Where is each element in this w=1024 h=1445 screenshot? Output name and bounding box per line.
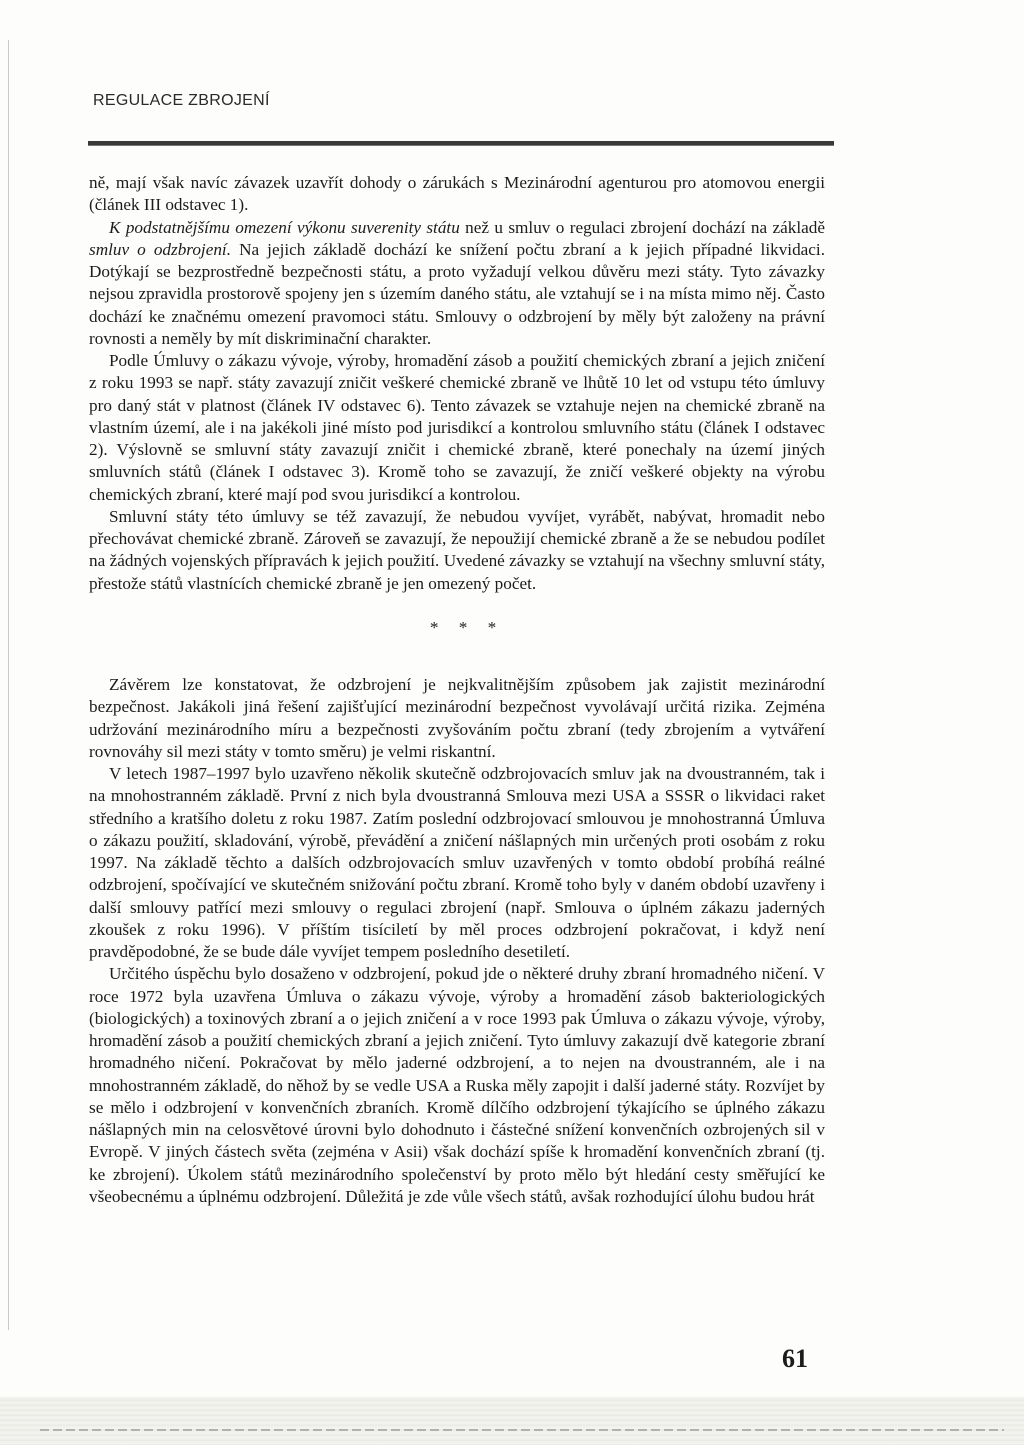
section-separator: * * * [429, 617, 505, 637]
paragraph-treaties-1987-1997: V letech 1987–1997 bylo uzavřeno několik skutečně odzbrojovacích smluv jak na dvoustranném, tak i na mnohostranném základě. První z nich byla dvoustranná Smlouva mezi USA a SSSR o likvidaci raket středního a kratšího doletu z roku 1987. Zatím poslední odzbrojovací smlouvou je mnohostranná Úmluva o zákazu použití, skladování, výrobě, převádění a zničení nášlapných min určených proti osobám z roku 1997. Na základě těchto a dalších odzbrojovacích smluv uzavřených v tomto období probíhá reálné odzbrojení, spočívající ve skutečném snižování počtu zbraní. Kromě toho byly v daném období uzavřeny i další smlouvy patřící mezi smlouvy o regulaci zbrojení (např. Smlouva o úplném zákazu jaderných zkoušek z roku 1996). V příštím tisíciletí by měl proces odzbrojení pokračovat, i když není pravděpodobné, že se bude dále vyvíjet tempem posledního desetiletí. [89, 764, 825, 961]
paragraph-text: Na jejich základě dochází ke snížení počtu zbraní a k jejich případné likvidaci. Dotýkají se bezprostředně bezpečnosti státu, a proto vyžadují velkou důvěru mezi státy. Tyto závazky nejsou zpravidla prostorově spojeny jen s územím daného státu, ale vztahují se i na místa mimo něj. Často dochází ke značnému omezení pravomoci státu. Smlouvy o odzbrojení by měly být založeny na právní rovnosti a neměly by mít diskriminační charakter. [89, 239, 825, 348]
paragraph-continuation: ně, mají však navíc závazek uzavřít dohody o zárukách s Mezinárodní agenturou pro atomovou energii (článek III odstavec 1). [89, 173, 825, 215]
emphasis-sovereignty: K podstatnějšímu omezení výkonu suverenity státu [109, 217, 460, 237]
running-header: REGULACE ZBROJENÍ [93, 92, 270, 109]
paragraph-wmd-disarmament: Určitého úspěchu bylo dosaženo v odzbrojení, pokud jde o některé druhy zbraní hromadného ničení. V roce 1972 byla uzavřena Úmluva o zákazu vývoje, výroby a hromadění zásob bakteriologických (biologických) a toxinových zbraní a o jejich zničení a v roce 1993 pak Úmluva o zákazu vývoje, výroby, hromadění zásob a použití chemických zbraní a jejich zničení. Tyto úmluvy zakazují dvě kategorie zbraní hromadného ničení. Pokračovat by mělo jaderné odzbrojení, a to nejen na dvoustranném, ale i na mnohostranném základě, do něhož by se vedle USA a Ruska měly zapojit i další jaderné státy. Rozvíjet by se mělo i odzbrojení v konvenčních zbraních. Kromě dílčího odzbrojení týkajícího se úplného zákazu nášlapných min na celosvětové úrovni bylo dohodnuto i částečné snížení konvenčních ozbrojených sil v Evropě. V jiných částech světa (zejména v Asii) však dochází spíše k hromadění konvenčních zbraní (tj. ke zbrojení). Úkolem států mezinárodního společenství by proto mělo být hledání cesty směřující ke všeobecnému a úplnému odzbrojení. Důležitá je zde vůle všech států, avšak rozhodující úlohu budou hrát [89, 964, 825, 1206]
scan-bottom-rule [40, 1429, 1004, 1431]
emphasis-disarmament-treaties: smluv o odzbrojení. [89, 239, 232, 259]
header-rule [88, 141, 834, 146]
paragraph-disarmament-treaties [89, 217, 825, 351]
body-text [89, 172, 825, 1208]
page-edge-line [8, 40, 9, 1330]
paragraph-chemical-weapons-convention: Podle Úmluvy o zákazu vývoje, výroby, hromadění zásob a použití chemických zbraní a jejich zničení z roku 1993 se např. státy zavazují zničit veškeré chemické zbraně ve lhůtě 10 let od vstupu této úmluvy pro daný stát v platnost (článek IV odstavec 6). Tento závazek se vztahuje nejen na chemické zbraně na vlastním území, ale i na jakékoli jiné místo pod jurisdikcí a kontrolou smluvního státu (článek I odstavec 2). Výslovně se smluvní státy zavazují zničit i chemické zbraně, které ponechaly na území jiných smluvních států (článek I odstavec 3). Kromě toho se zavazují, že zničí veškeré objekty na výrobu chemických zbraní, které mají pod svou jurisdikcí a kontrolou. [89, 351, 825, 504]
paragraph-state-obligations: Smluvní státy této úmluvy se též zavazují, že nebudou vyvíjet, vyrábět, nabývat, hromadit nebo přechovávat chemické zbraně. Zároveň se zavazují, že nepoužijí chemické zbraně a že se nebudou podílet na žádných vojenských přípravách k jejich použití. Uvedené závazky se vztahují na všechny smluvní státy, přestože států vlastnících chemické zbraně je jen omezený počet. [89, 506, 825, 593]
paragraph-conclusion: Závěrem lze konstatovat, že odzbrojení je nejkvalitnějším způsobem jak zajistit mezinárodní bezpečnost. Jakákoli jiná řešení zajišťující mezinárodní bezpečnost vyvolávají určitá rizika. Zejména udržování mezinárodního míru a bezpečnosti zvyšováním počtu zbraní (tedy zbrojením a vytváření rovnováhy sil mezi státy v tomto směru) je velmi riskantní. [89, 675, 825, 761]
paragraph-text: než u smluv o regulaci zbrojení dochází na základě [459, 217, 825, 237]
scan-bottom-edge [0, 1397, 1024, 1445]
page-number: 61 [782, 1344, 808, 1373]
